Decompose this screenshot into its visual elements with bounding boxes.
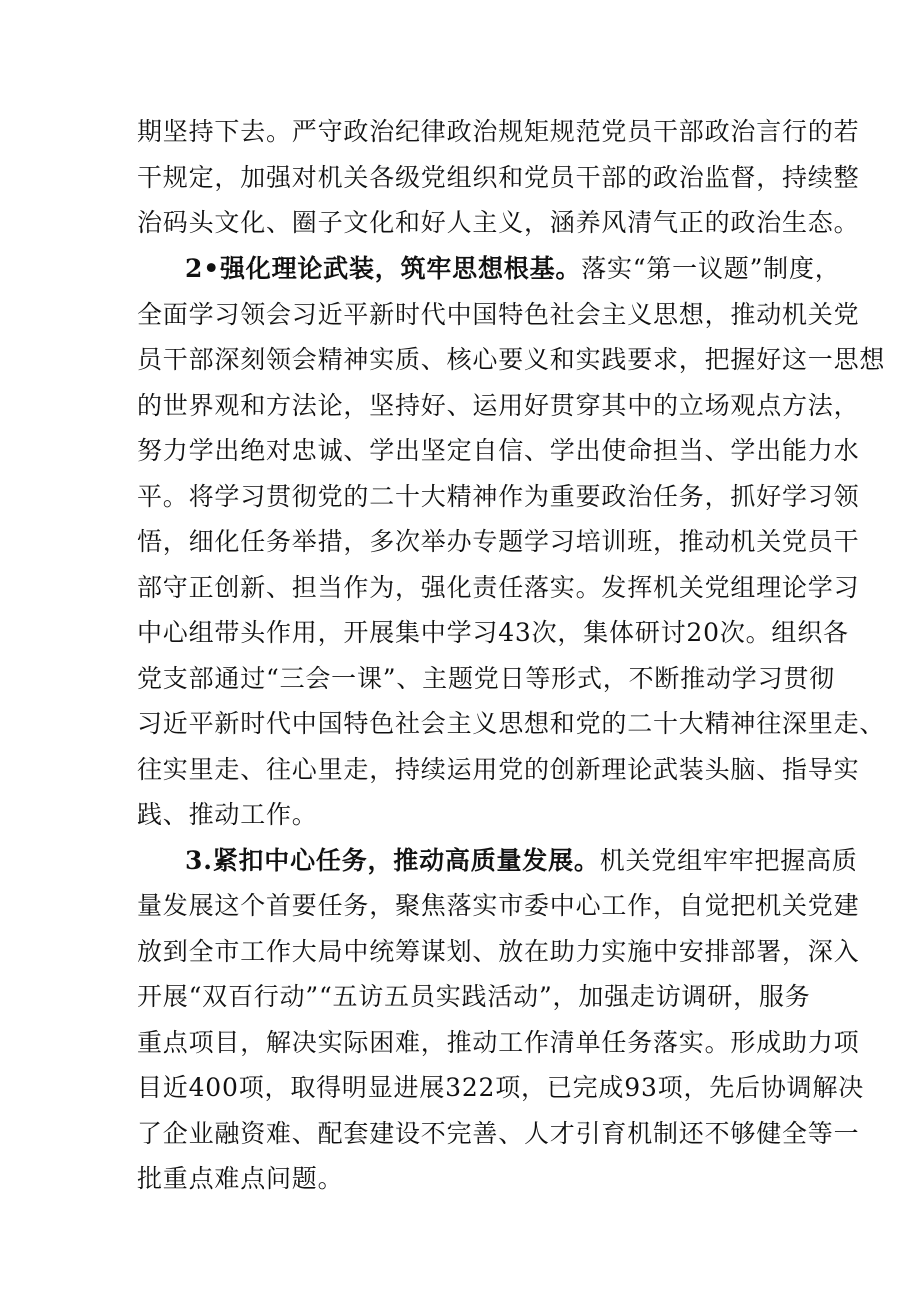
text-line: 重点项目，解决实际困难，推动工作清单任务落实。形成助力项	[137, 1028, 860, 1057]
text-line: 目近400项，取得明显进展322项，已完成93项，先后协调解决	[137, 1073, 865, 1102]
paragraph-first-line	[185, 254, 841, 284]
text-line: 治码头文化、圈子文化和好人主义，涵养风清气正的政治生态。	[137, 208, 860, 237]
text-line: 批重点难点问题。	[137, 1164, 344, 1193]
section-heading: 2•强化理论武装，筑牢思想根基。	[185, 254, 582, 283]
text-line: 干规定，加强对机关各级党组织和党员干部的政治监督，持续整	[137, 163, 860, 192]
text-line: 努力学出绝对忠诚、学出坚定自信、学出使命担当、学出能力水	[137, 436, 860, 465]
text-line: 了企业融资难、配套建设不完善、人才引育机制还不够健全等一	[137, 1119, 860, 1148]
text-line: 悟，细化任务举措，多次举办专题学习培训班，推动机关党员干	[137, 527, 860, 556]
text-line: 放到全市工作大局中统筹谋划、放在助力实施中安排部署，深入	[137, 937, 860, 966]
text-line: 平。将学习贯彻党的二十大精神作为重要政治任务，抓好学习领	[137, 482, 860, 511]
text-line: 部守正创新、担当作为，强化责任落实。发挥机关党组理论学习	[137, 573, 860, 602]
text-line: 开展“双百行动”“五访五员实践活动”，加强走访调研，服务	[137, 982, 811, 1011]
text-line: 践、推动工作。	[137, 800, 318, 829]
text-line: 党支部通过“三会一课”、主题党日等形式，不断推动学习贯彻	[137, 664, 835, 693]
text-line: 中心组带头作用，开展集中学习43次，集体研讨20次。组织各	[137, 618, 849, 647]
text-line: 全面学习领会习近平新时代中国特色社会主义思想，推动机关党	[137, 300, 860, 329]
text-line: 量发展这个首要任务，聚焦落实市委中心工作，自觉把机关党建	[137, 891, 860, 920]
paragraph-first-line	[185, 846, 858, 876]
heading-continuation: 机关党组牢牢把握高质	[599, 846, 858, 875]
heading-continuation: 落实“第一议题”制度，	[581, 254, 841, 283]
text-line: 往实里走、往心里走，持续运用党的创新理论武装头脑、指导实	[137, 755, 860, 784]
text-line: 员干部深刻领会精神实质、核心要义和实践要求，把握好这一思想	[137, 345, 886, 374]
section-heading: 3.紧扣中心任务，推动高质量发展。	[185, 846, 600, 875]
text-line: 期坚持下去。严守政治纪律政治规矩规范党员干部政治言行的若	[137, 117, 860, 146]
text-line: 的世界观和方法论，坚持好、运用好贯穿其中的立场观点方法，	[137, 391, 860, 420]
text-line: 习近平新时代中国特色社会主义思想和党的二十大精神往深里走、	[137, 709, 886, 738]
